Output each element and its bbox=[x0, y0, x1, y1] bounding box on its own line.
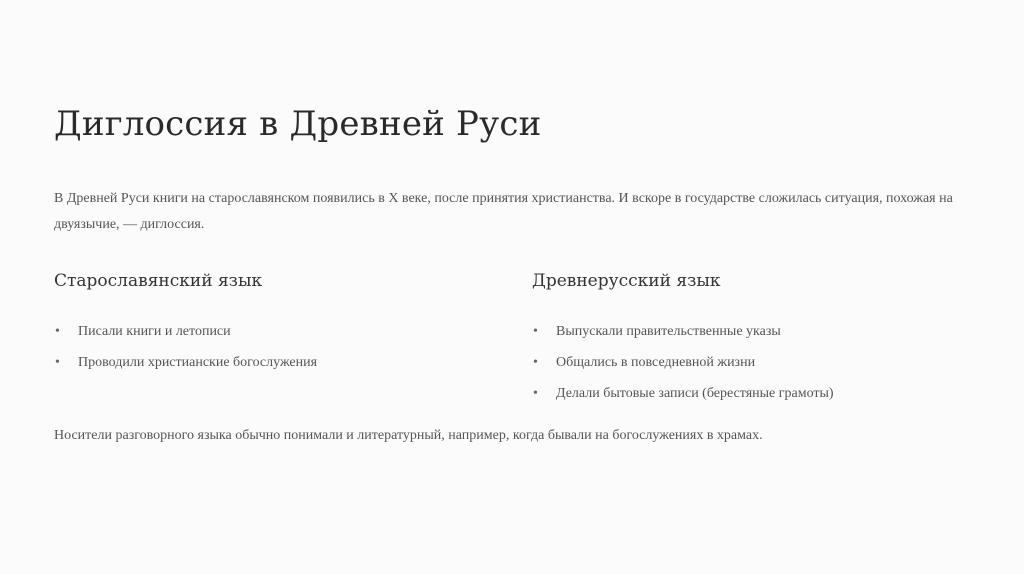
bullet-icon: • bbox=[55, 355, 60, 370]
list-item bbox=[54, 353, 494, 384]
bullet-icon: • bbox=[533, 324, 538, 339]
bullet-icon: • bbox=[533, 386, 538, 401]
list-item bbox=[54, 322, 494, 353]
list-item bbox=[532, 322, 972, 353]
slide-title: Диглоссия в Древней Руси bbox=[54, 104, 542, 144]
list-item-text: Делали бытовые записи (берестяные грамоты) bbox=[556, 386, 834, 401]
bullet-icon: • bbox=[533, 355, 538, 370]
column-heading: Старославянский язык bbox=[54, 271, 263, 291]
list-item bbox=[532, 353, 972, 384]
column-heading: Древнерусский язык bbox=[532, 271, 721, 291]
bullet-list bbox=[54, 322, 494, 384]
footer-paragraph: Носители разговорного языка обычно понимали и литературный, например, когда бывали на богослужениях в храмах. bbox=[54, 428, 763, 443]
list-item-text: Писали книги и летописи bbox=[78, 324, 231, 339]
list-item-text: Выпускали правительственные указы bbox=[556, 324, 781, 339]
bullet-list bbox=[532, 322, 972, 415]
bullet-icon: • bbox=[55, 324, 60, 339]
column-old-russian bbox=[532, 268, 972, 415]
list-item-text: Проводили христианские богослужения bbox=[78, 355, 318, 370]
column-old-church-slavonic bbox=[54, 268, 494, 384]
list-item bbox=[532, 384, 972, 415]
intro-paragraph: В Древней Руси книги на старославянском появились в X веке, после принятия христианства. И вскоре в государстве сложилась ситуация, похожая на двуязычие, — диглоссия. bbox=[54, 191, 953, 232]
list-item-text: Общались в повседневной жизни bbox=[556, 355, 756, 370]
